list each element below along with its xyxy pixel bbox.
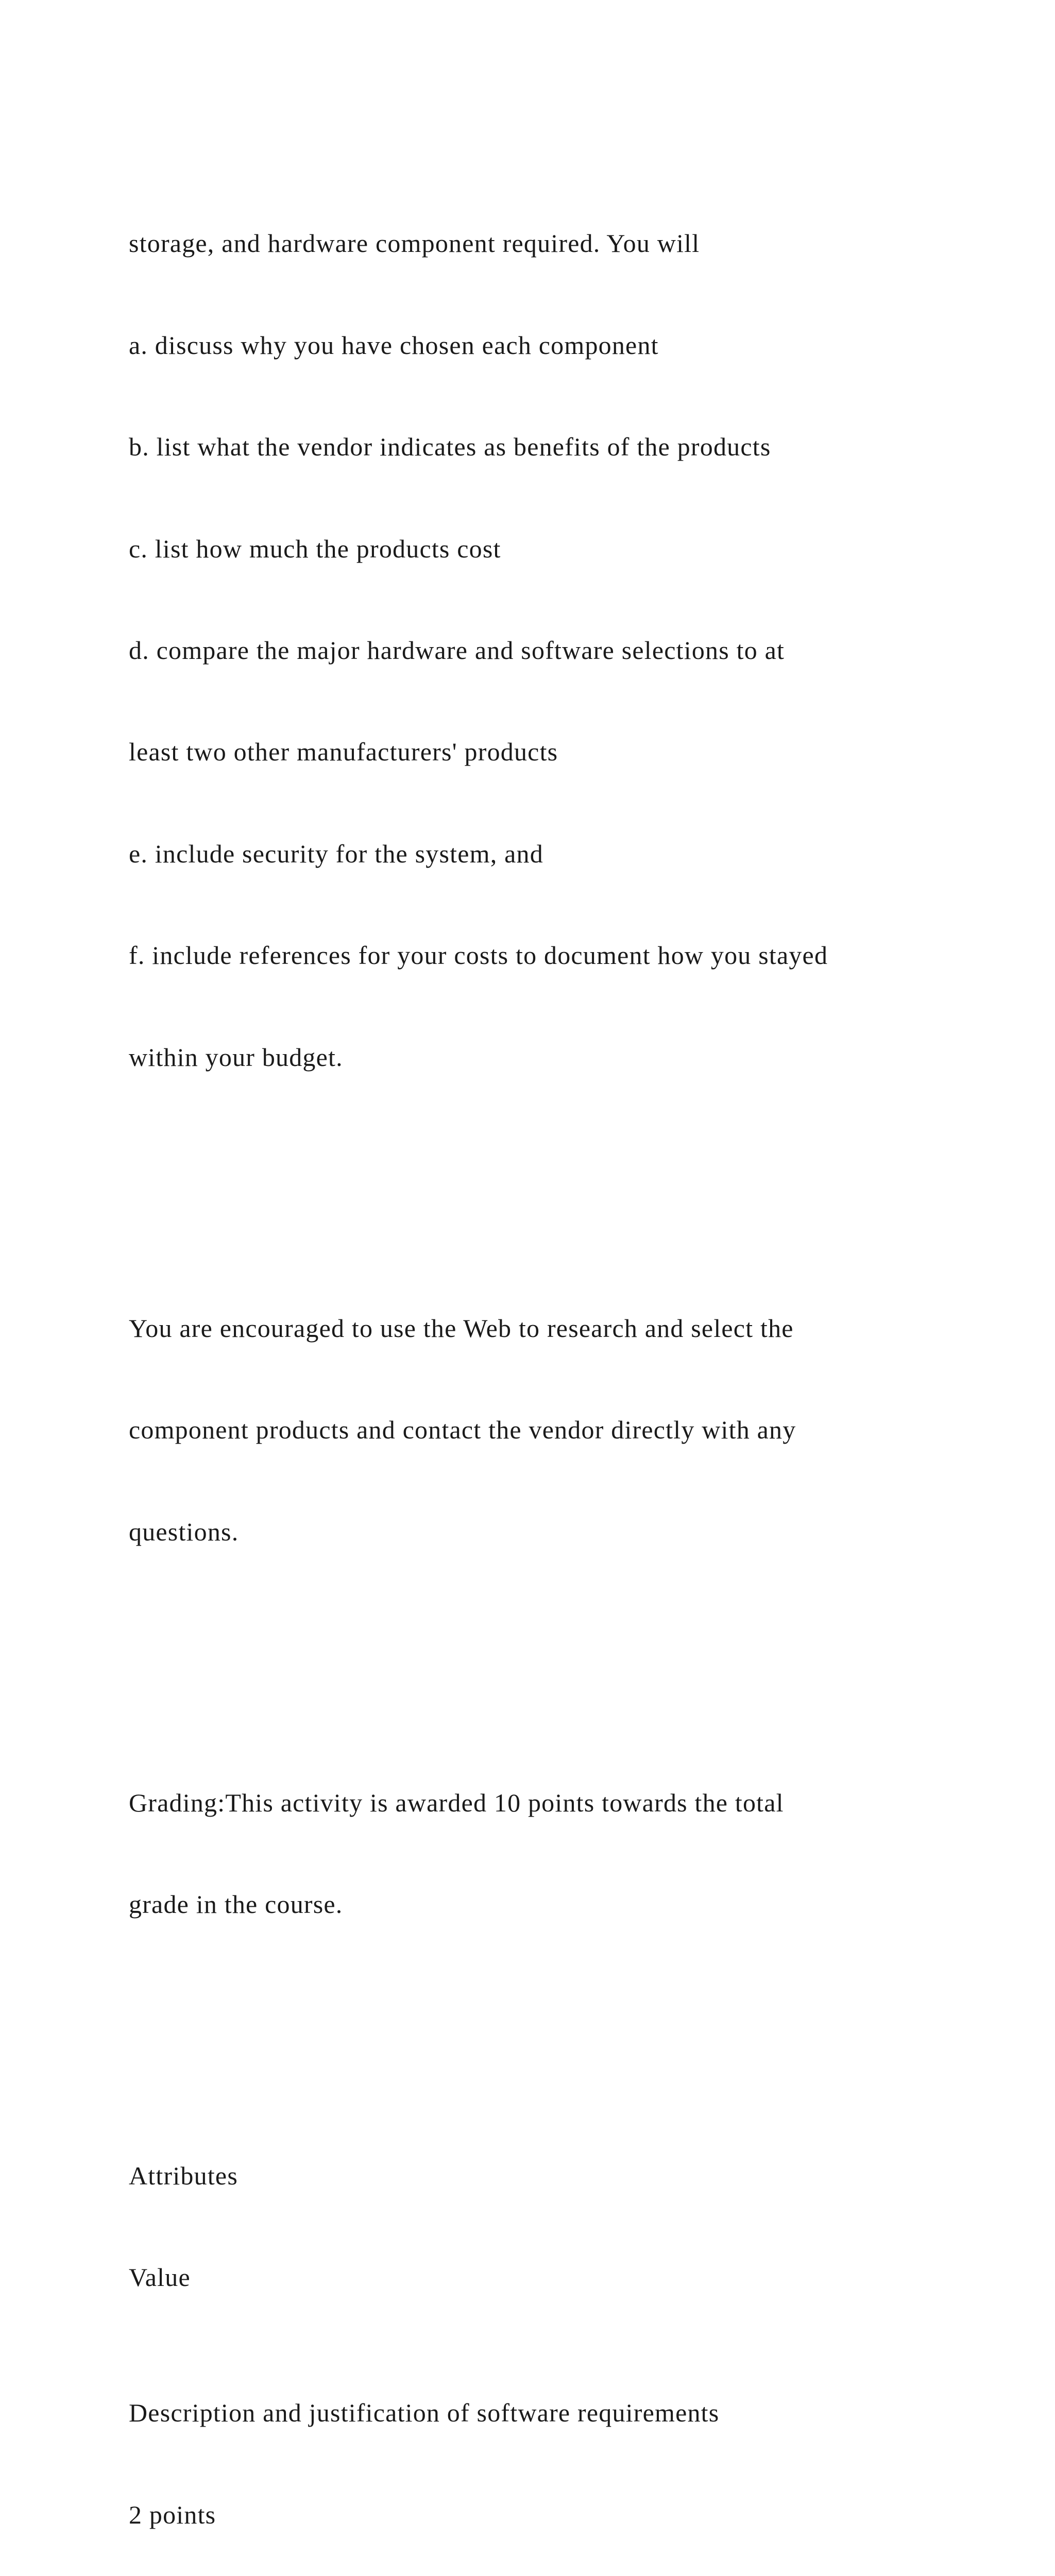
list-item-d-continued: least two other manufacturers' products: [129, 737, 558, 767]
paragraph-gap: [129, 1176, 1035, 1210]
rubric-header-value: Value: [129, 2263, 191, 2292]
rubric-attribute: Description and justification of software requirements: [129, 2398, 720, 2428]
list-item-b: b. list what the vendor indicates as benefits of the products: [129, 432, 771, 462]
list-item-e: e. include security for the system, and: [129, 839, 543, 868]
document-body: [129, 125, 1035, 2576]
paragraph-gap: [129, 1651, 1035, 1685]
research-paragraph-line: component products and contact the vendor directly with any: [129, 1415, 796, 1445]
list-item-c: c. list how much the products cost: [129, 534, 501, 563]
list-item-a: a. discuss why you have chosen each component: [129, 330, 659, 360]
research-paragraph-line: questions.: [129, 1517, 239, 1546]
research-paragraph-line: You are encouraged to use the Web to research and select the: [129, 1313, 794, 1343]
rubric-value: 2 points: [129, 2500, 216, 2529]
intro-line: storage, and hardware component required. You will: [129, 229, 700, 258]
list-item-f-continued: within your budget.: [129, 1042, 343, 1072]
paragraph-gap: [129, 2024, 1035, 2058]
list-item-f: f. include references for your costs to document how you stayed: [129, 941, 828, 970]
rubric-header-attributes: Attributes: [129, 2161, 238, 2190]
list-item-d: d. compare the major hardware and software selections to at: [129, 635, 785, 665]
grading-paragraph-line: Grading:This activity is awarded 10 points towards the total: [129, 1788, 784, 1818]
grading-paragraph-line: grade in the course.: [129, 1890, 343, 1919]
